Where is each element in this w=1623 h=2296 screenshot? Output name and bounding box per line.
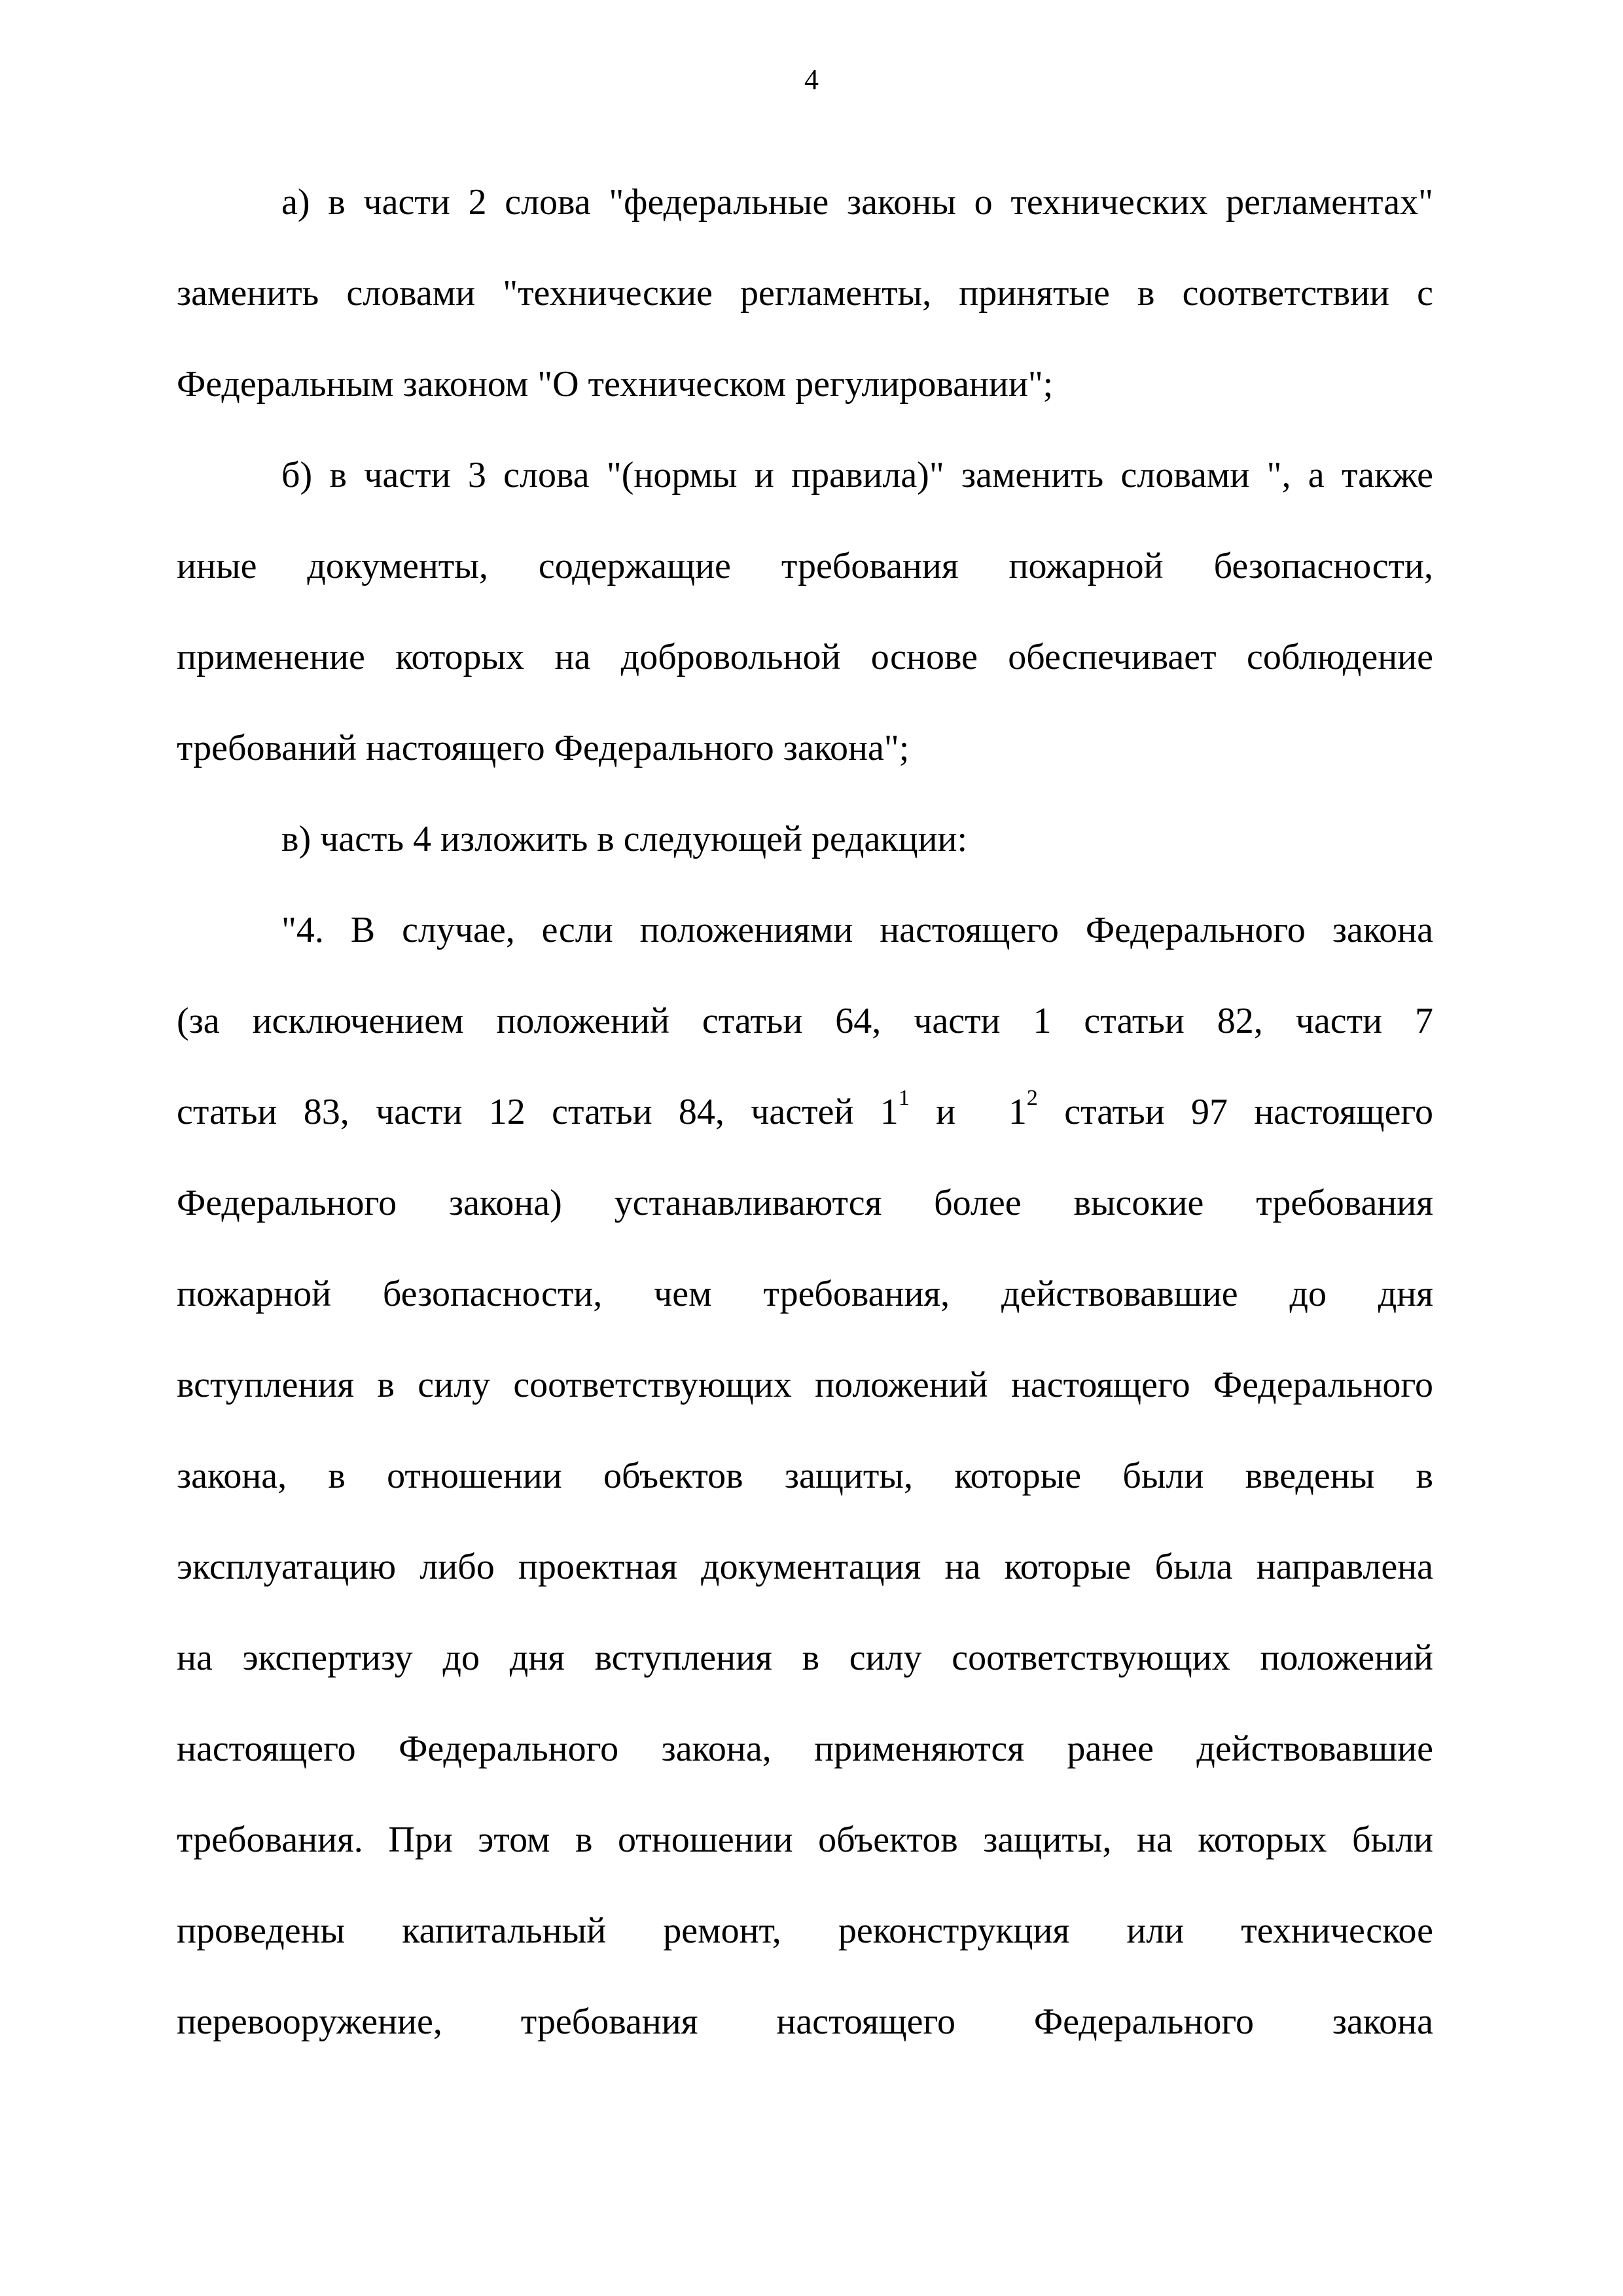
text-line: на экспертизу до дня вступления в силу соответствующих положений xyxy=(177,1638,1433,1678)
text-line: иные документы, содержащие требования пожарной безопасности, xyxy=(177,546,1433,586)
text-line: требований настоящего Федерального закона"; xyxy=(177,728,910,768)
text-line: "4. В случае, если положениями настоящего Федерального закона xyxy=(281,910,1433,950)
text-line: применение которых на добровольной основе обеспечивает соблюдение xyxy=(177,637,1433,677)
superscript: 2 xyxy=(1026,1086,1038,1111)
text-line: настоящего Федерального закона, применяются ранее действовавшие xyxy=(177,1729,1433,1769)
text-line: Федеральным законом "О техническом регулировании"; xyxy=(177,364,1054,404)
text-line: в) часть 4 изложить в следующей редакции: xyxy=(281,819,968,859)
text-line: вступления в силу соответствующих положений настоящего Федерального xyxy=(177,1365,1433,1405)
text-line: требования. При этом в отношении объектов защиты, на которых были xyxy=(177,1820,1433,1860)
text-line: перевооружение, требования настоящего Федерального закона xyxy=(177,2001,1433,2042)
superscript: 1 xyxy=(898,1086,910,1111)
text-line: а) в части 2 слова "федеральные законы о технических регламентах" xyxy=(281,182,1433,223)
text-fragment: статьи 83, части 12 статьи 84, частей 1 xyxy=(177,1092,899,1132)
page-number: 4 xyxy=(804,63,819,96)
text-fragment: статьи 97 настоящего xyxy=(1037,1092,1433,1132)
text-line: заменить словами "технические регламенты, принятые в соответствии с xyxy=(177,273,1433,314)
paragraph-b xyxy=(177,430,1433,794)
document-body xyxy=(177,157,1433,2068)
text-fragment: и 1 xyxy=(909,1092,1027,1132)
text-line: закона, в отношении объектов защиты, которые были введены в xyxy=(177,1456,1433,1496)
text-line: проведены капитальный ремонт, реконструкция или техническое xyxy=(177,1910,1433,1951)
text-line: пожарной безопасности, чем требования, действовавшие до дня xyxy=(177,1274,1433,1314)
text-line: (за исключением положений статьи 64, части 1 статьи 82, части 7 xyxy=(177,1001,1433,1041)
paragraph-a xyxy=(177,157,1433,430)
text-line: б) в части 3 слова "(нормы и правила)" заменить словами ", а также xyxy=(281,455,1433,495)
paragraph-c xyxy=(177,794,1433,885)
text-line: Федерального закона) устанавливаются более высокие требования xyxy=(177,1183,1433,1223)
paragraph-d xyxy=(177,885,1433,2068)
text-line-with-superscripts xyxy=(177,1067,1433,1158)
text-line: эксплуатацию либо проектная документация на которые была направлена xyxy=(177,1547,1433,1587)
